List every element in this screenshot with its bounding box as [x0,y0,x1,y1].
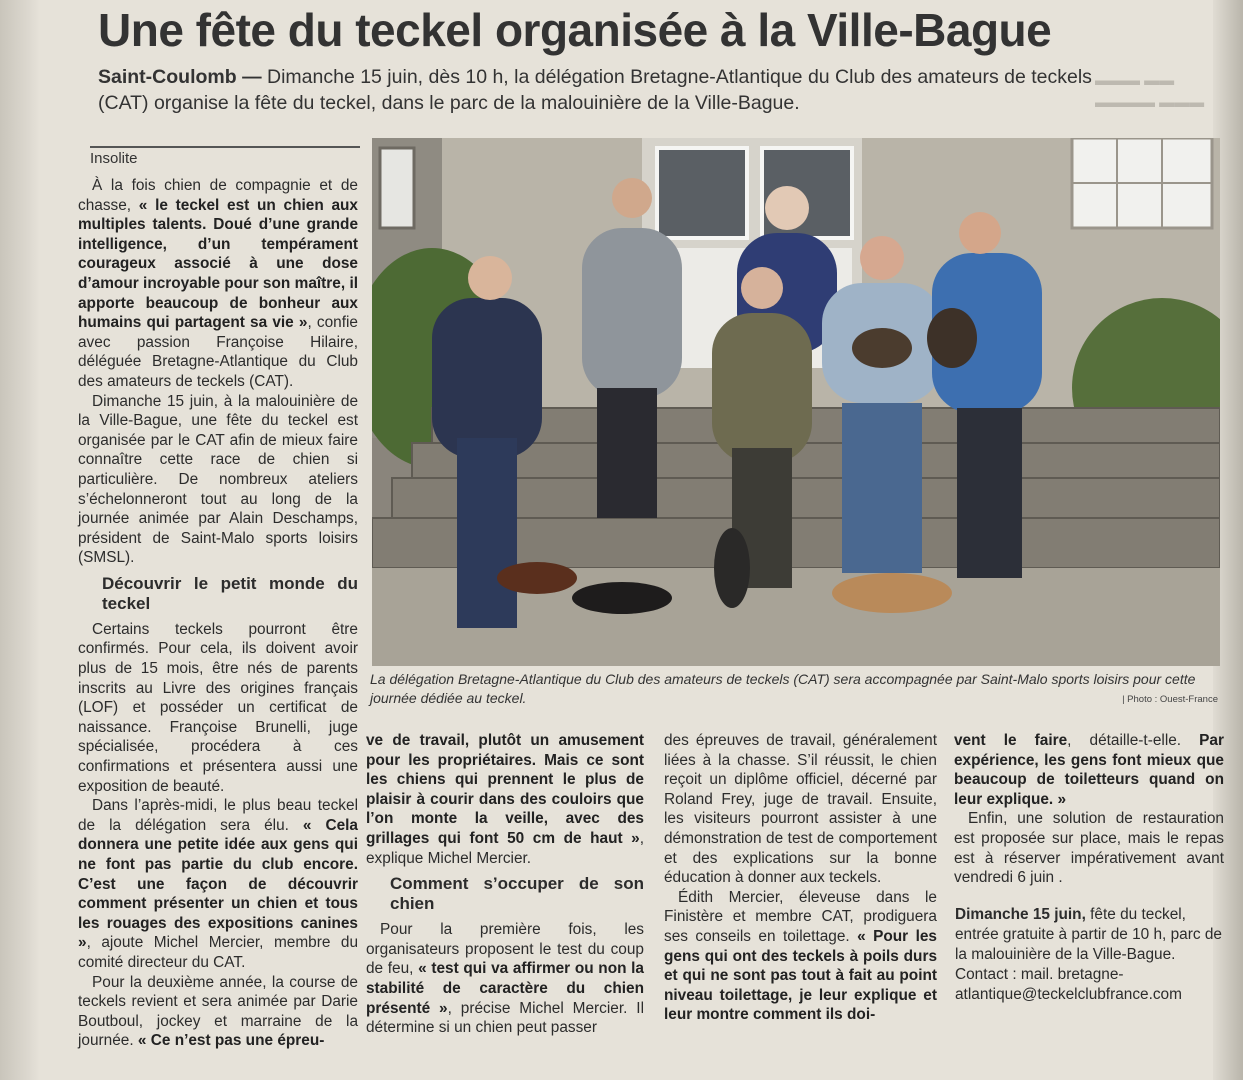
paragraph: des épreuves de travail, généralement liées à la chasse. S’il réussit, le chien reçoit un diplôme officiel, décerné par Roland Frey, juge de travail. Ensuite, les visiteurs pourront assister à une démonstration de test de comportement et des explications sur la bonne éducation à donner aux teckels. [664,732,937,887]
text-span: Édith Mercier, éleveuse dans le Finistère et membre CAT, prodiguera ses conseils en toilettage. [664,888,937,945]
paragraph [366,731,644,868]
quote-bold: « Pour les gens qui ont des teckels à poils durs et qui ne sont pas tout à fait au point niveau toilettage, je leur explique et leur montre comment ils doi- [664,927,937,1024]
group-photo [372,138,1220,666]
paragraph [954,731,1224,809]
text-span: , confie avec passion Françoise Hilaire, déléguée Bretagne-Atlantique du Club des amateurs de teckels (CAT). [78,314,358,390]
quote-bold: ve de travail, plutôt un amusement pour les propriétaires. Mais ce sont les chiens qui prennent le plus de plaisir à courir dans des couloirs que l’on monte la veille, avec des grillages qui font 50 cm de haut » [366,732,644,847]
info-text: fête du teckel, entrée gratuite à partir de 10 h, parc de la malouinière de la Ville-Bague. Contact : mail. bretagne-atlantique@teckelclubfrance.com [955,906,1222,1003]
photo-credit: | Photo : Ouest-France [1122,694,1218,705]
text-span: , explique Michel Mercier. [366,829,644,867]
quote-bold: vent le faire [954,732,1068,749]
quote-bold: « Cela donnera une petite idée aux gens qui ne font pas partie du club encore. C’est une façon de découvrir comment présenter un chien et tous les rouages des expositions canines » [78,816,358,952]
paragraph [664,888,937,1025]
article-column-3 [664,731,937,1025]
practical-info [955,905,1225,1005]
text-span: Dans l’après-midi, le plus beau teckel de la délégation sera élu. [78,797,358,834]
paragraph: Enfin, une solution de restauration est proposée sur place, mais le repas est à réserver impérativement avant vendredi 6 juin . [954,810,1224,887]
subheading: Découvrir le petit monde du teckel [102,573,358,613]
article-column-4 [954,731,1224,888]
text-span: Pour la première fois, les organisateurs proposent le test du coup de feu, [366,921,644,978]
quote-bold: « le teckel est un chien aux multiples talents. Doué d’une grande intelligence, d’un tempérament courageux associé à une dose d’amour incroyable pour son maître, il apporte beaucoup de bonheur aux humains qui partagent sa vie » [78,196,358,332]
quote-bold: Par expérience, les gens font mieux que beaucoup de toiletteurs quand on leur explique. » [954,732,1224,808]
article-column-1 [78,176,358,1051]
lead-text: Dimanche 15 juin, dès 10 h, la délégation Bretagne-Atlantique du Club des amateurs de teckels (CAT) organise la fête du teckel, dans le parc de la malouinière de la Ville-Bague. [98,66,1092,114]
lead-paragraph [98,64,1098,116]
article-column-2 [366,731,644,1038]
text-span: , détaille-t-elle. [1067,732,1200,749]
rubric-label: Insolite [90,146,360,167]
photo-caption: La délégation Bretagne-Atlantique du Club des amateurs de teckels (CAT) sera accompagnée par Saint-Malo sports loisirs pour cette journée dédiée au teckel. [370,671,1196,706]
page-shadow-left [0,0,40,1080]
text-span: , ajoute Michel Mercier, membre du comité directeur du CAT. [78,934,358,971]
text-span: À la fois chien de compagnie et de chasse, [78,177,358,214]
paragraph [366,920,644,1038]
lead-place: Saint-Coulomb — [98,66,262,88]
subheading: Comment s’occuper de son chien [390,874,644,914]
paragraph-intro [78,176,358,392]
photo-illustration [372,138,1220,666]
text-span: , précise Michel Mercier. Il détermine si un chien peut passer [366,999,644,1037]
quote-bold: « Ce n’est pas une épreu- [137,1032,325,1050]
quote-bold: « test qui va affirmer ou non la stabilité de caractère du chien présenté » [366,960,644,1017]
paragraph [78,796,358,972]
bleed-through-text: ▬▬▬ ▬▬ ▬▬▬▬ ▬▬▬ [1095,72,1205,111]
paragraph [78,973,358,1051]
headline: Une fête du teckel organisée à la Ville-Bague [98,4,1052,56]
text-span: Pour la deuxième année, la course de teckels revient et sera animée par Darie Boutboul, jockey et marraine de la journée. [78,973,358,1050]
paragraph: Dimanche 15 juin, à la malouinière de la Ville-Bague, une fête du teckel est organisée par le CAT afin de mieux faire connaître cette race de chien si particulière. De nombreux ateliers s’échelonneront tout au long de la journée animée par Alain Deschamps, président de Saint-Malo sports loisirs (SMSL). [78,392,358,567]
paragraph: Certains teckels pourront être confirmés. Pour cela, ils doivent avoir plus de 15 mois, être nés de parents inscrits au Livre des origines français (LOF) et posséder un certificat de naissance. Françoise Brunelli, juge spécialisée, procédera à ces confirmations et présentera aussi une exposition de beauté. [78,620,358,795]
info-date: Dimanche 15 juin, [955,906,1086,923]
